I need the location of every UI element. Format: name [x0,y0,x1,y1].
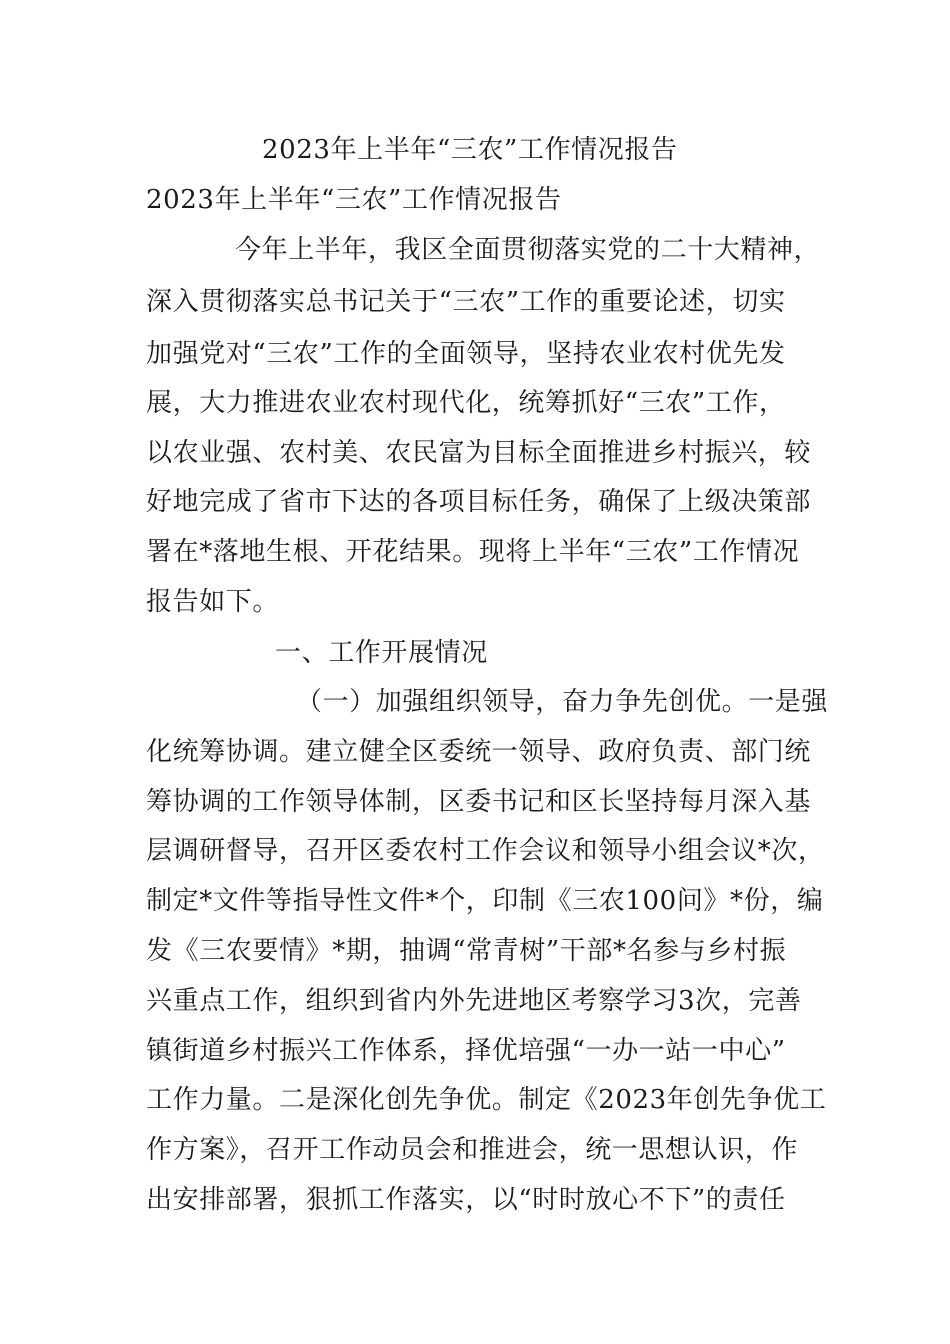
paragraph-line: 今年上半年，我区全面贯彻落实党的二十大精神， [235,235,821,265]
paragraph-line: 出安排部署，狠抓工作落实，以“时时放心不下”的责任 [146,1185,786,1215]
paragraph-line: 以农业强、农村美、农民富为目标全面推进乡村振兴，较 [146,438,812,468]
paragraph-line: 制定*文件等指导性文件*个，印制《三农100问》*份，编 [146,886,824,916]
paragraph-line: 兴重点工作，组织到省内外先进地区考察学习3次，完善 [146,986,802,1016]
paragraph-line: 镇街道乡村振兴工作体系，择优培强“一办一站一中心” [146,1036,786,1066]
paragraph-line: 署在*落地生根、开花结果。现将上半年“三农”工作情况 [146,537,800,567]
paragraph-line: 化统筹协调。建立健全区委统一领导、政府负责、部门统 [146,737,812,767]
paragraph-line: 层调研督导，召开区委农村工作会议和领导小组会议*次， [146,836,825,866]
paragraph-line: 工作力量。二是深化创先争优。制定《2023年创先争优工 [146,1085,827,1115]
paragraph-line: 展，大力推进农业农村现代化，统筹抓好“三农”工作， [146,388,786,418]
paragraph-line: 发《三农要情》*期，抽调“常青树”干部*名参与乡村振 [146,936,787,966]
section-heading: 一、工作开展情况 [275,638,488,668]
paragraph-line: 作方案》，召开工作动员会和推进会，统一思想认识，作 [146,1135,799,1165]
paragraph-line: 加强党对“三农”工作的全面领导，坚持农业农村优先发 [146,339,786,369]
paragraph-line: 深入贯彻落实总书记关于“三农”工作的重要论述，切实 [146,287,786,317]
paragraph-line: 好地完成了省市下达的各项目标任务，确保了上级决策部 [146,487,812,517]
paragraph-line: 筹协调的工作领导体制，区委书记和区长坚持每月深入基 [146,787,812,817]
paragraph-line: 报告如下。 [146,587,280,617]
document-title: 2023年上半年“三农”工作情况报告 [262,135,678,165]
paragraph-line: （一）加强组织领导，奋力争先创优。一是强 [296,687,829,717]
document-title-repeat: 2023年上半年“三农”工作情况报告 [146,185,562,215]
